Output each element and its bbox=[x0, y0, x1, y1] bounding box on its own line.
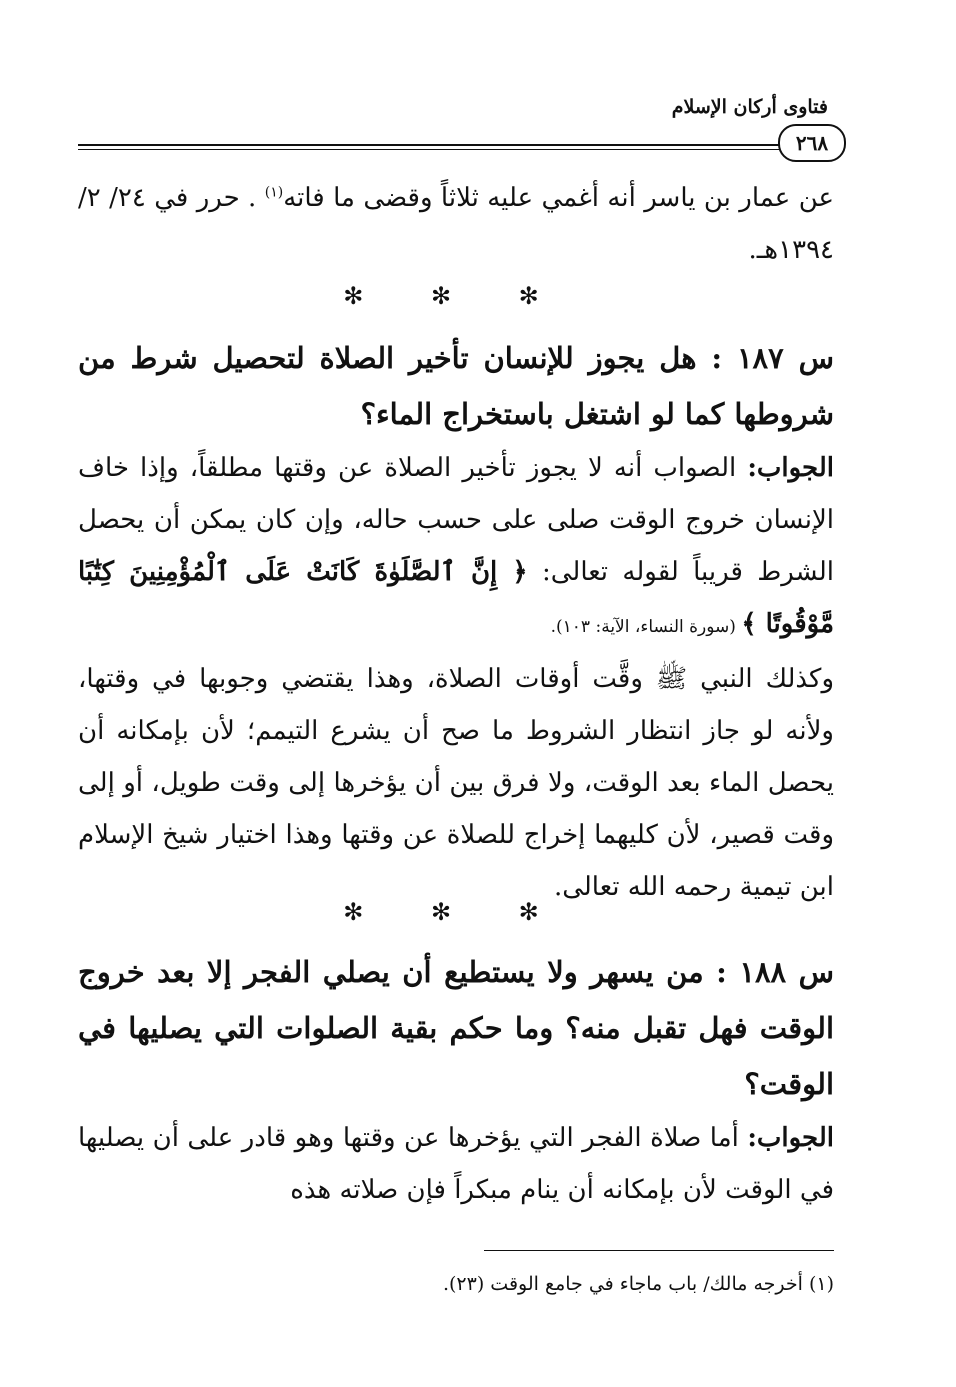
question-188: س ١٨٨ : من يسهر ولا يستطيع أن يصلي الفجر إلا بعد خروج الوقت فهل تقبل منه؟ وما حكم بقية الصلوات التي يصليها في الوقت؟ bbox=[78, 955, 834, 1101]
footnote-text: (١) أخرجه مالك/ باب ماجاء في جامع الوقت (٢٣). bbox=[442, 1273, 834, 1295]
quran-verse: ﴿ إِنَّ ٱلصَّلَوٰةَ كَانَتْ عَلَى ٱلْمُؤْمِنِينَ كِتَٰبًا مَّوْقُوتًا ﴾ bbox=[78, 557, 834, 639]
fatwa-188 bbox=[78, 944, 834, 1216]
answer-187-continued: وكذلك النبي ﷺ وقَّت أوقات الصلاة، وهذا يقتضي وجوبها في وقتها، ولأنه لو جاز انتظار الشروط ما صح أن يشرع التيمم؛ لأن بإمكانه أن يحصل الماء بعد الوقت، ولا فرق بين أن يؤخرها إلى وقت طويل، أو إلى وقت قصير، لأن كليهما إخراج للصلاة عن وقتها وهذا اختيار شيخ الإسلام ابن تيمية رحمه الله تعالى. bbox=[78, 664, 834, 902]
continuation-date: . حرر في ٢٤/ ٢/ ١٣٩٤هـ. bbox=[78, 183, 834, 265]
answer-label: الجواب: bbox=[747, 453, 834, 483]
section-separator: ✻ ✻ ✻ bbox=[343, 282, 569, 310]
fatwa-187 bbox=[78, 330, 834, 913]
continuation-text: عن عمار بن ياسر أنه أغمي عليه ثلاثاً وقضى ما فاته bbox=[283, 183, 835, 213]
header-rule-thin bbox=[78, 149, 828, 150]
answer-label-188: الجواب: bbox=[747, 1123, 834, 1153]
header-rule bbox=[78, 144, 828, 146]
footnote-rule bbox=[484, 1250, 834, 1251]
answer-188-paragraph bbox=[78, 1112, 834, 1216]
question-187: س ١٨٧ : هل يجوز للإنسان تأخير الصلاة لتحصيل شرط من شروطها كما لو اشتغل باستخراج الماء؟ bbox=[78, 341, 835, 431]
quran-reference: (سورة النساء، الآية: ١٠٣). bbox=[550, 617, 742, 637]
continuation-paragraph bbox=[78, 172, 834, 276]
answer-188-text: أما صلاة الفجر التي يؤخرها عن وقتها وهو قادر على أن يصليها في الوقت لأن بإمكانه أن ينام مبكراً فإن صلاته هذه bbox=[78, 1123, 834, 1205]
section-separator-2: ✻ ✻ ✻ bbox=[343, 898, 569, 926]
answer-187-text: الصواب أنه لا يجوز تأخير الصلاة عن وقتها مطلقاً، وإذا خاف الإنسان خروج الوقت صلى على حسب حاله، وإن كان يمكن أن يحصل الشرط قريباً لقوله تعالى: bbox=[78, 453, 834, 587]
running-header-title: فتاوى أركان الإسلام bbox=[671, 96, 828, 118]
answer-187-paragraph bbox=[78, 442, 834, 653]
page-number-badge: ٢٦٨ bbox=[778, 124, 846, 162]
footnote-marker[interactable]: (١) bbox=[264, 184, 284, 201]
